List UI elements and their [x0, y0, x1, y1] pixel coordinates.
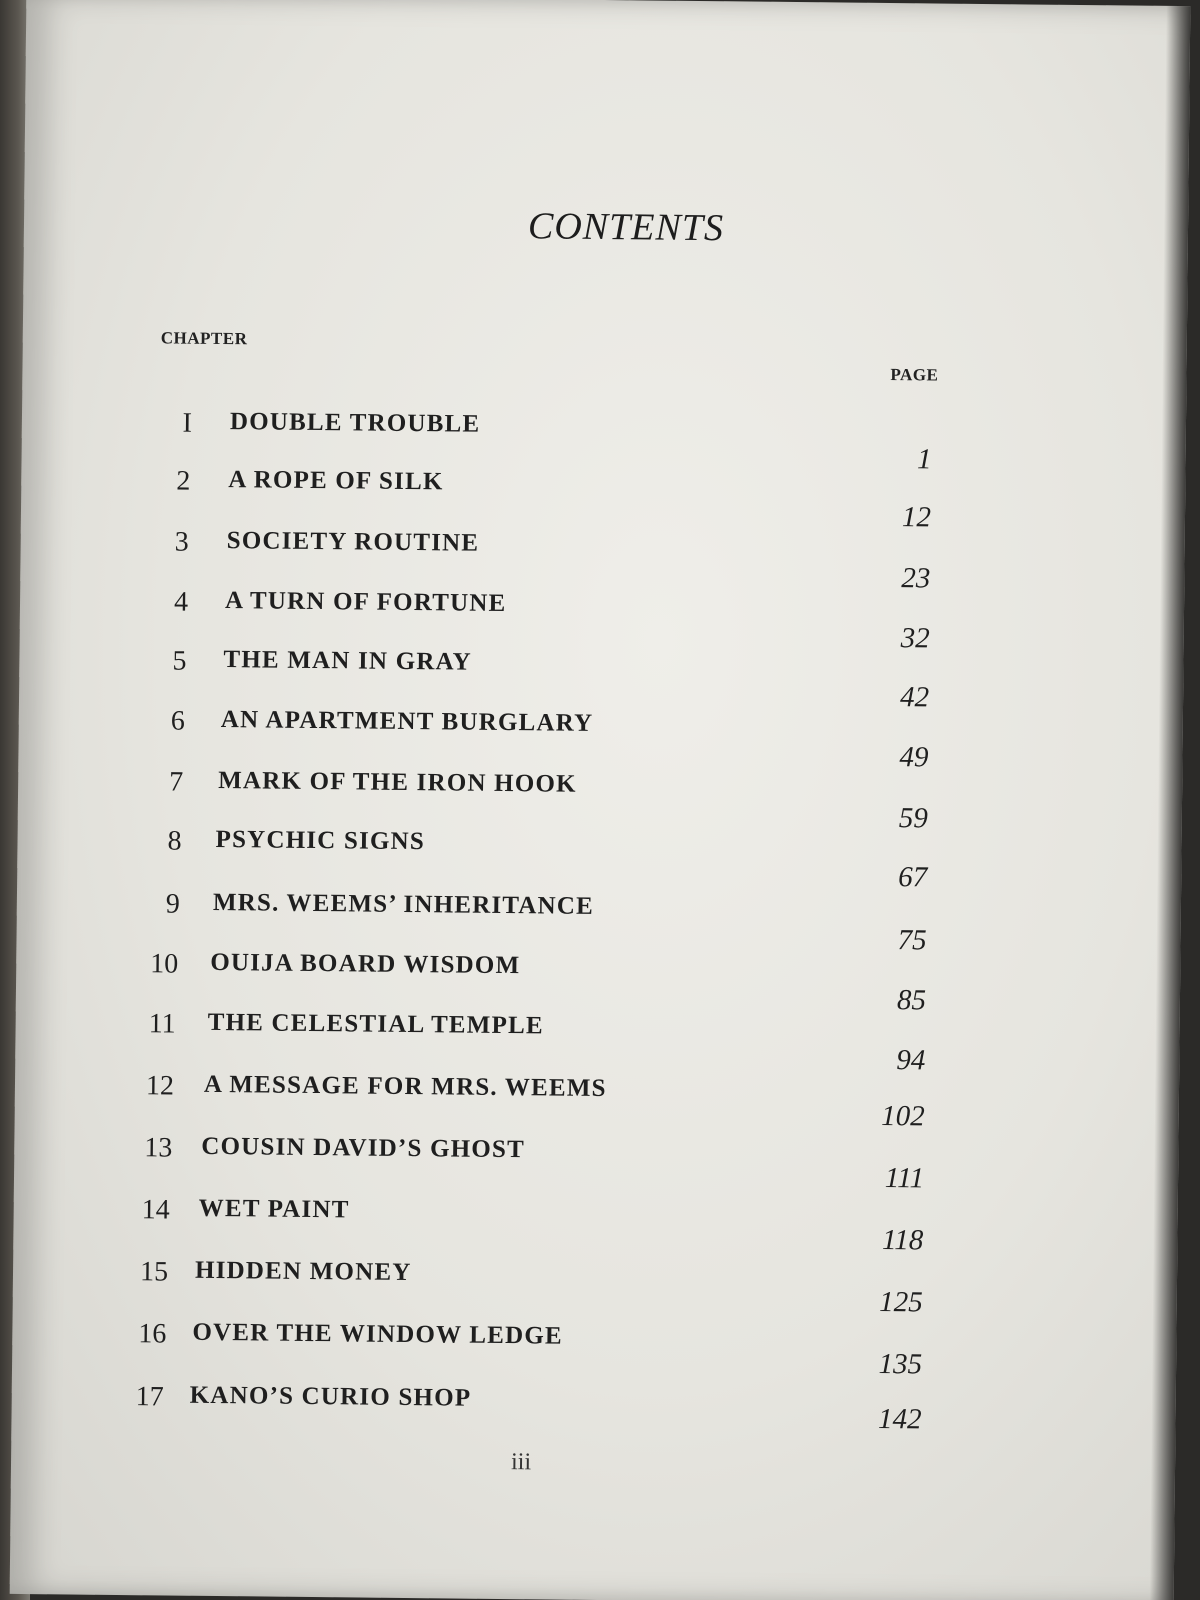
- chapter-number: 5: [172, 645, 187, 677]
- chapter-title: A TURN OF FORTUNE: [224, 587, 507, 618]
- chapter-number: 9: [165, 888, 181, 920]
- page-number: 42: [899, 681, 930, 714]
- chapter-title: OUIJA BOARD WISDOM: [210, 948, 521, 980]
- chapter-number: I: [182, 407, 193, 439]
- chapter-title: A ROPE OF SILK: [228, 466, 444, 496]
- chapter-column-header: CHAPTER: [160, 328, 248, 349]
- chapter-title: SOCIETY ROUTINE: [226, 527, 480, 557]
- chapter-number: 15: [139, 1256, 169, 1288]
- page-number: 32: [900, 622, 930, 655]
- chapter-title: OVER THE WINDOW LEDGE: [192, 1318, 563, 1350]
- toc-entry: [22, 406, 1022, 476]
- toc-entry: [17, 887, 1017, 957]
- page-number: 67: [898, 861, 928, 894]
- chapter-title: DOUBLE TROUBLE: [229, 408, 481, 438]
- chapter-title: MARK OF THE IRON HOOK: [218, 767, 577, 798]
- chapter-number: 10: [150, 948, 179, 980]
- chapter-number: 4: [173, 586, 189, 618]
- chapter-title: MRS. WEEMS’ INHERITANCE: [212, 888, 595, 920]
- chapter-title: WET PAINT: [198, 1194, 350, 1224]
- chapter-title: COUSIN DAVID’S GHOST: [201, 1132, 526, 1164]
- page-number: 49: [899, 741, 929, 774]
- page-number: 135: [878, 1347, 923, 1381]
- chapter-number: 11: [148, 1008, 176, 1040]
- chapter-number: 14: [141, 1194, 170, 1226]
- chapter-title: KANO’S CURIO SHOP: [189, 1381, 472, 1412]
- chapter-number: 3: [174, 526, 189, 558]
- chapter-title: AN APARTMENT BURGLARY: [220, 706, 594, 737]
- chapter-number: 16: [138, 1318, 167, 1350]
- page-number: 111: [884, 1162, 925, 1195]
- page-number: 1: [916, 443, 932, 476]
- page-number: 94: [896, 1044, 926, 1077]
- page-number: 23: [901, 562, 931, 595]
- chapter-title: HIDDEN MONEY: [194, 1256, 412, 1287]
- chapter-number: 7: [169, 766, 184, 798]
- toc-entry: [14, 1131, 1014, 1195]
- chapter-number: 13: [144, 1132, 173, 1164]
- page-title: CONTENTS: [527, 205, 725, 250]
- book-page: [10, 0, 1191, 1600]
- chapter-number: 8: [167, 825, 182, 857]
- folio-page-number: iii: [510, 1449, 532, 1476]
- page-number: 75: [897, 924, 927, 957]
- page-number: 118: [881, 1223, 924, 1257]
- chapter-title: A MESSAGE FOR MRS. WEEMS: [203, 1070, 607, 1103]
- page-number: 125: [879, 1285, 923, 1319]
- chapter-number: 6: [170, 705, 185, 737]
- chapter-number: 12: [145, 1070, 175, 1102]
- chapter-number: 2: [176, 465, 191, 497]
- page-column-header: PAGE: [890, 365, 939, 385]
- toc-entry: [13, 1193, 1013, 1257]
- toc-entry: [12, 1317, 1012, 1381]
- page-number: 12: [901, 501, 932, 534]
- toc-entry: [11, 1380, 1011, 1436]
- chapter-number: 17: [135, 1381, 164, 1413]
- page-number: 142: [877, 1402, 922, 1436]
- page-number: 59: [898, 802, 928, 835]
- chapter-title: THE MAN IN GRAY: [223, 646, 472, 676]
- chapter-title: THE CELESTIAL TEMPLE: [207, 1008, 544, 1040]
- page-number: 85: [896, 984, 927, 1017]
- page-number: 102: [881, 1099, 925, 1133]
- chapter-title: PSYCHIC SIGNS: [215, 825, 426, 856]
- toc-entry: [13, 1255, 1013, 1319]
